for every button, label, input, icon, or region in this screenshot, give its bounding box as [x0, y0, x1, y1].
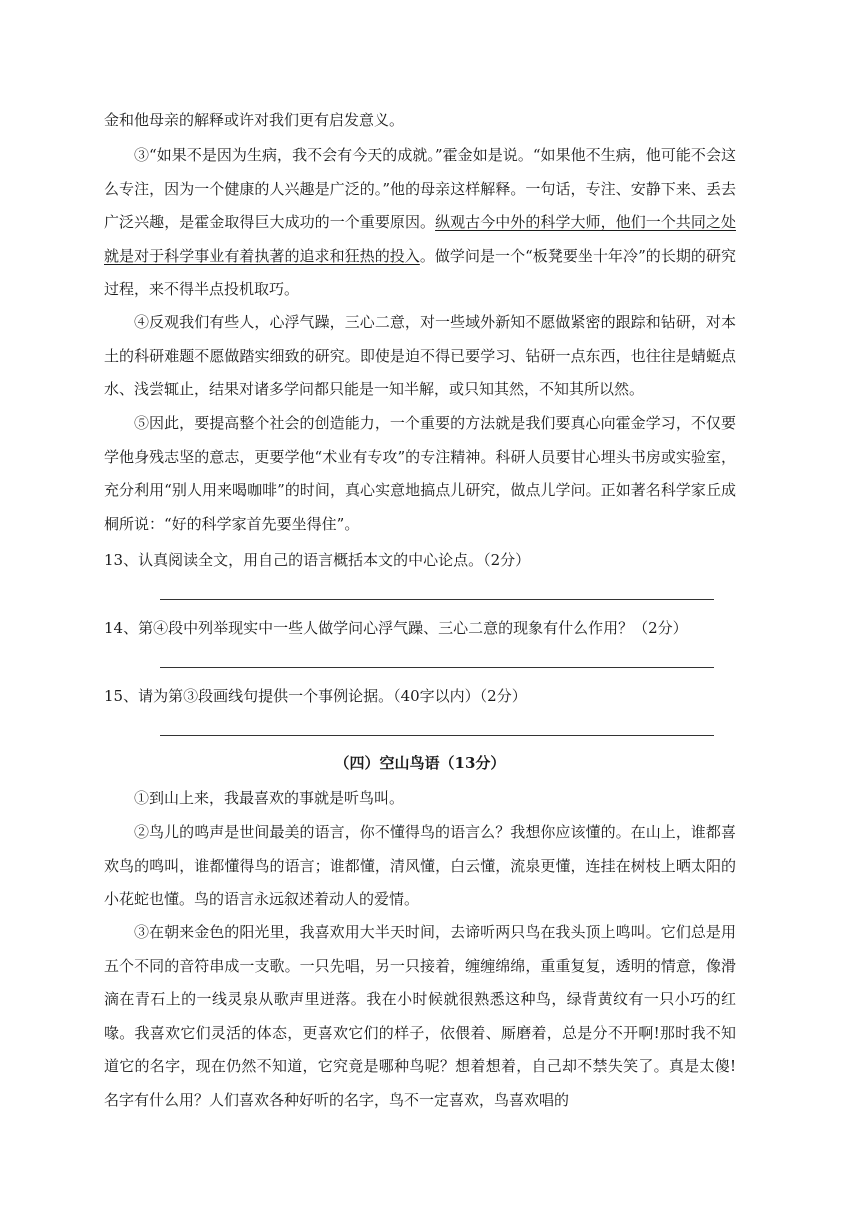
question-14: 14、第④段中列举现实中一些人做学问心浮气躁、三心二意的现象有什么作用？（2分） [104, 619, 688, 637]
paragraph-continuation: 金和他母亲的解释或许对我们更有启发意义。 [104, 111, 405, 129]
answer-line-15[interactable] [160, 735, 714, 736]
paragraph-s4-1: ①到山上来，我最喜欢的事就是听鸟叫。 [134, 789, 405, 807]
question-13: 13、认真阅读全文，用自己的语言概括本文的中心论点。（2分） [104, 551, 531, 569]
paragraph-3-text-end: 。做学问是一个“板凳要坐十年冷”的长期的研究过程，来不得半点投机取巧。 [104, 246, 736, 299]
paragraph-3-text: ③“如果不是因为生病，我不会有今天的成就。”霍金如是说。“如果他不生病，他可能不会这么专注，因为一个健康的人兴趣是广泛的。”他的母亲这样解释。一句话，专注、安静下来、丢去广泛兴趣，是霍金取得巨大成功的一个重要原因。 [104, 146, 736, 232]
answer-line-13[interactable] [160, 599, 714, 600]
paragraph-4: ④反观我们有些人，心浮气躁，三心二意，对一些域外新知不愿做紧密的跟踪和钻研，对本土的科研难题不愿做踏实细致的研究。即使是迫不得已要学习、钻研一点东西，也往往是蜻蜓点水、浅尝辄止，结果对诸多学问都只能是一知半解，或只知其然，不知其所以然。 [104, 313, 736, 399]
answer-line-14[interactable] [160, 667, 714, 668]
paragraph-s4-2: ②鸟儿的鸣声是世间最美的语言，你不懂得鸟的语言么？我想你应该懂的。在山上，谁都喜欢鸟的鸣叫，谁都懂得鸟的语言；谁都懂，清风懂，白云懂，流泉更懂，连挂在树枝上晒太阳的小花蛇也懂。鸟的语言永远叙述着动人的爱情。 [104, 823, 736, 909]
paragraph-3 [104, 139, 736, 307]
section-heading: （四）空山鸟语（13分） [334, 754, 506, 772]
question-15: 15、请为第③段画线句提供一个事例论据。（40字以内）（2分） [104, 687, 527, 705]
underlined-sentence: 纵观古今中外的科学大师，他们一个共同之处就是对于科学事业有着执著的追求和狂热的投入 [104, 213, 736, 265]
paragraph-s4-3: ③在朝来金色的阳光里，我喜欢用大半天时间，去谛听两只鸟在我头顶上鸣叫。它们总是用五个不同的音符串成一支歌。一只先唱，另一只接着，缠缠绵绵，重重复复，透明的情意，像滑滴在青石上的一线灵泉从歌声里迸落。我在小时候就很熟悉这种鸟，绿背黄纹有一只小巧的红喙。我喜欢它们灵活的体态，更喜欢它们的样子，依偎着、厮磨着，总是分不开啊!那时我不知道它的名字，现在仍然不知道，它究竟是哪种鸟呢？想着想着，自己却不禁失笑了。真是太傻!名字有什么用？人们喜欢各种好听的名字，鸟不一定喜欢，鸟喜欢唱的 [104, 923, 736, 1109]
paragraph-5: ⑤因此，要提高整个社会的创造能力，一个重要的方法就是我们要真心向霍金学习，不仅要学他身残志坚的意志，更要学他“术业有专攻”的专注精神。科研人员要甘心埋头书房或实验室，充分利用“别人用来喝咖啡”的时间，真心实意地搞点儿研究，做点儿学问。正如著名科学家丘成桐所说：“好的科学家首先要坐得住”。 [104, 414, 736, 533]
